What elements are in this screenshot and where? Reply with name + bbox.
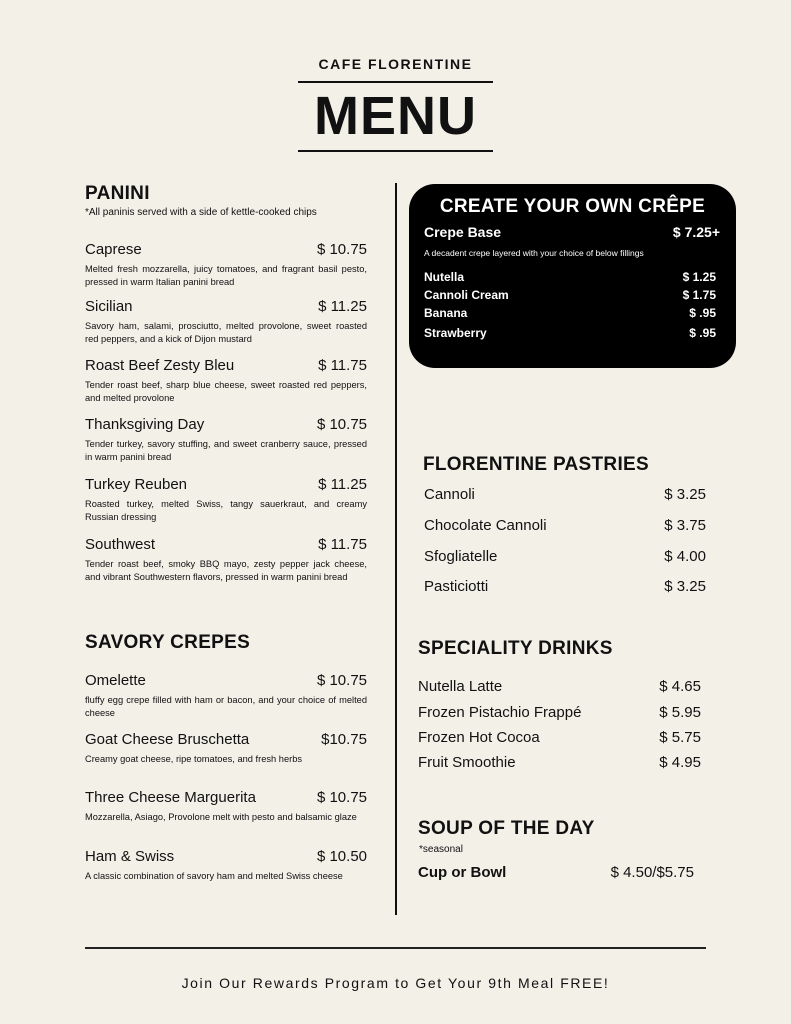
item-price: $ 3.25 [664, 578, 706, 595]
soup-note: *seasonal [419, 844, 463, 855]
item-price: $ 11.25 [318, 298, 367, 315]
item-price: $10.75 [321, 731, 367, 748]
create-crepe-box [409, 184, 736, 368]
menu-item [85, 789, 367, 824]
pastry-item [424, 517, 706, 534]
item-name: Southwest [85, 536, 156, 553]
menu-item [85, 672, 367, 720]
menu-item [85, 241, 367, 289]
pastry-item [424, 578, 706, 595]
item-name: Cup or Bowl [418, 864, 507, 881]
column-divider [395, 183, 397, 915]
menu-item [85, 731, 367, 766]
item-price: $ 10.75 [316, 416, 367, 433]
item-price: $ 5.75 [659, 729, 701, 746]
savory-crepes-heading: SAVORY CREPES [85, 632, 251, 653]
item-description: Tender roast beef, smoky BBQ mayo, zesty pepper jack cheese, and vibrant Southwestern flavors, pressed in warm panini bread [85, 559, 367, 582]
item-name: Roast Beef Zesty Bleu [85, 357, 235, 374]
filling-name: Nutella [424, 270, 465, 284]
filling-row [424, 288, 716, 302]
crepe-base-price: $ 7.25+ [672, 224, 720, 240]
soup-item [418, 864, 694, 881]
filling-price: $ 1.75 [682, 288, 716, 302]
item-description: Tender turkey, savory stuffing, and sweet cranberry sauce, pressed in warm panini bread [85, 439, 367, 462]
item-name: Ham & Swiss [85, 848, 175, 865]
panini-heading: PANINI [85, 183, 150, 204]
menu-item [85, 536, 367, 584]
item-name: Thanksgiving Day [85, 416, 205, 433]
item-price: $ 11.25 [318, 476, 367, 493]
item-name: Caprese [85, 241, 142, 258]
footer-divider [85, 947, 706, 949]
menu-item [85, 416, 367, 464]
pastry-item [424, 486, 706, 503]
filling-price: $ .95 [689, 306, 716, 320]
pastries-heading: FLORENTINE PASTRIES [423, 454, 649, 475]
item-price: $ 3.25 [664, 486, 706, 503]
item-description: Savory ham, salami, prosciutto, melted provolone, sweet roasted red peppers, and a kick of Dijon mustard [85, 321, 367, 344]
item-name: Three Cheese Marguerita [85, 789, 256, 806]
menu-item [85, 298, 367, 346]
drink-item [418, 754, 701, 771]
item-price: $ 4.00 [664, 548, 706, 565]
item-name: Sicilian [85, 298, 133, 315]
item-price: $ 10.50 [316, 848, 367, 865]
filling-name: Banana [424, 306, 468, 320]
item-price: $ 4.65 [659, 678, 701, 695]
header-divider-top [298, 81, 493, 83]
item-name: Omelette [85, 672, 146, 689]
soup-heading: SOUP OF THE DAY [418, 818, 595, 839]
menu-title: MENU [314, 86, 477, 146]
item-price: $ 5.95 [659, 704, 701, 721]
pastry-item [424, 548, 706, 565]
menu-item [85, 476, 367, 524]
filling-row [424, 306, 716, 320]
drinks-heading: SPECIALITY DRINKS [418, 638, 613, 659]
filling-row [424, 270, 716, 284]
item-name: Cannoli [424, 486, 475, 503]
item-price: $ 11.75 [318, 536, 367, 553]
item-description: A classic combination of savory ham and melted Swiss cheese [85, 871, 343, 881]
item-price: $ 11.75 [318, 357, 367, 374]
filling-name: Cannoli Cream [424, 288, 509, 302]
item-description: Tender roast beef, sharp blue cheese, sweet roasted red peppers, and melted provolone [85, 380, 367, 403]
item-name: Frozen Pistachio Frappé [418, 704, 582, 721]
item-price: $ 3.75 [664, 517, 706, 534]
item-price: $ 10.75 [316, 789, 367, 806]
filling-row [424, 326, 716, 340]
create-crepe-heading: CREATE YOUR OWN CRÊPE [439, 196, 706, 217]
item-price: $ 10.75 [316, 241, 367, 258]
menu-item [85, 848, 367, 883]
crepe-base-description: A decadent crepe layered with your choice of below fillings [424, 248, 644, 258]
filling-name: Strawberry [424, 326, 487, 340]
item-price: $ 4.50/$5.75 [610, 864, 694, 881]
item-name: Sfogliatelle [424, 548, 498, 565]
item-name: Nutella Latte [418, 678, 503, 695]
item-description: Mozzarella, Asiago, Provolone melt with pesto and balsamic glaze [85, 812, 357, 822]
panini-note: *All paninis served with a side of kettle-cooked chips [85, 207, 317, 218]
item-description: Melted fresh mozzarella, juicy tomatoes, and fragrant basil pesto, pressed in warm Italian panini bread [85, 264, 367, 287]
drink-item [418, 704, 701, 721]
item-name: Goat Cheese Bruschetta [85, 731, 250, 748]
item-name: Pasticiotti [424, 578, 489, 595]
item-name: Fruit Smoothie [418, 754, 516, 771]
header-divider-bottom [298, 150, 493, 152]
filling-price: $ 1.25 [682, 270, 716, 284]
item-description: Creamy goat cheese, ripe tomatoes, and fresh herbs [85, 754, 303, 764]
item-price: $ 4.95 [659, 754, 701, 771]
cafe-name: CAFE FLORENTINE [318, 56, 473, 72]
item-name: Chocolate Cannoli [424, 517, 547, 534]
crepe-base-row [424, 224, 720, 240]
item-price: $ 10.75 [316, 672, 367, 689]
drink-item [418, 729, 701, 746]
menu-item [85, 357, 367, 405]
item-name: Frozen Hot Cocoa [418, 729, 540, 746]
item-description: fluffy egg crepe filled with ham or bacon, and your choice of melted cheese [85, 695, 367, 718]
crepe-base-name: Crepe Base [424, 224, 502, 240]
item-description: Roasted turkey, melted Swiss, tangy sauerkraut, and creamy Russian dressing [85, 499, 367, 522]
rewards-banner: Join Our Rewards Program to Get Your 9th Meal FREE! [181, 975, 610, 991]
filling-price: $ .95 [689, 326, 716, 340]
drink-item [418, 678, 701, 695]
item-name: Turkey Reuben [85, 476, 187, 493]
